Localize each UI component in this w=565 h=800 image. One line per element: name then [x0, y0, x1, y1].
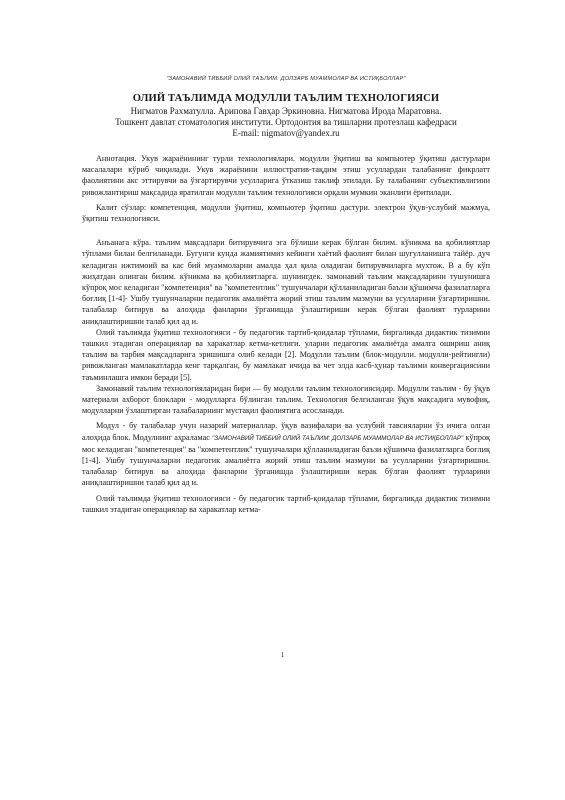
page-number: 1 [280, 651, 285, 659]
body-paragraph-1: Анъанага кўра. таълим мақсадлари битирувчига эга бўлиши керак бўлган билим. кўникма ва қобилиятлар тўплами билан белгиланади. Бугунги кунда жамиятимиз кейинги хаётий фаолият билан шуғулланишга тайёр. дуч келадиган ижтимоий ва кас бий муаммоларни амалда ҳал қила оладиган битирувчиларга мухтож. В а бу кўп жиҳатдан олинган билим. кўникма ва қобилиятларга. шунингдек. замонавий таълим мақсадларини тушунишга кўпроқ мос келадиган "компетенция" ва "компетентлик" тушунчалари қўлланиладиган баъзи қўшимча фазилатларга боғлиқ [1-4]- Ушбу тушунчаларни педагогик амалиётга жорий этиш таълим мазмуни ва усулларини ўзгартиришни. талабалар битирув ва алоҳида фанларни ўрганишда ўзлаштириши керак бўлган фаолият турларини аниқлаштиришни талаб қил ад и. [82, 238, 490, 326]
body-paragraph-4-tail: кўпроқ мос келадиган "компетенция" ва "компетентлик" тушунчалари қўлланиладиган баъзи қўшимча фазилатларга боғлиқ [1-4]. Ушбу тушунчаларни педагогик амалиётга жорий этиш таълим мазмуни ва усулларини ўзгартиришни. талабалар битирув ва алоҳида фанларни ўрганишда ўзлаштириши керак бўлган фаолият турларини аниқлаштиришни талаб қил ад и. [82, 432, 491, 488]
conference-header: "ЗАМОНАВИЙ ТИББИЙ ОЛИЙ ТАЪЛИМ: ДОЛЗАРБ МУАММОЛАР ВА ИСТИҚБОЛЛАР" [166, 76, 406, 82]
paper-page [82, 76, 490, 515]
inline-conference-title: "ЗАМОНАВИЙ ТИББИЙ ОЛИЙ ТАЪЛИМ: ДОЛЗАРБ МУАММОЛАР ВА ИСТИҚБОЛЛАР" [212, 434, 464, 442]
body-paragraph-4-head: Модул - бу талабалар учун назарий материаллар. ўқув вазифалари ва услубий тавсияларни ўз ичига олган алоҳида блок. Модулнинг аҳраламас [82, 421, 490, 442]
authors: Нигматов Рахматулла. Арипова Гавҳар Эркиновна. Нигматова Ирода Маратовна. [130, 106, 442, 116]
body-paragraph-5: Олий таълимда ўқитиш технологияси - бу педагогик тартиб-қоидалар тўплами, биргаликда дидактик тизимни ташкил этадиган операциялар ва харакатлар кетма- [82, 493, 490, 514]
body-paragraph-4 [82, 420, 490, 488]
body-paragraph-3: Замонавий таълим технологияларидан бири — бу модулли таълим технологиясидир. Модулли таълим - бу ўқув материали ахборот блоклари - модулларга бўлинган таълим. Технология белгиланган ўқув мақсадига мувофиқ, модулларни ўзлаштирган талабаларнинг мустақил фаолиятига асосланади. [82, 383, 490, 416]
body-paragraph-2: Олий таълимда ўқитиш технологияси - бу педагогик тартиб-қоидалар тўплами, биргаликда дидактик тизимни ташкил этадиган операциялар ва харакатлар кетма-кетлиги. уларни педагогик амалиётда амалга ошириш аниқ таълим ва тарбия мақсадларига эришишга олиб келади [2]. Модулли таълим (блок-модулли. модулли-рейтингли) ривожланган мамлакатларда кенг тарқалган, бу мамлакат ичида ва чет элда касб-ҳунар таълими конвергациясини таъминлашга имкон беради [5]. [82, 327, 490, 382]
keywords: Калит сўзлар: компетенция, модулли ўқитиш, компьютер ўқитиш дастури. электрон ўқув-услубий мажмуа, ўқитиш технологияси. [82, 202, 490, 224]
abstract: Аннотация. Укув жараёнининг турли технологиялари. модулли ўқитиш ва компьютер ўқитиш дастурлари масалалари кўриб чиқилади. Укув жараёнини иллюстратив-тақдим этиш усуллардан талабанинг фикрлатт фаолиятини акс эттирувчи ва ўзгартирувчи усулларига ўтказиш таклиф этилади. Бу талабанинг субъективлигини ривожлантириш мақсадида яратилган модулли таълим технологияси орқали мумкин эканлиги ёритилади. [82, 154, 490, 197]
email[interactable]: E-mail: nigmatov@yandex.ru [232, 128, 340, 138]
paper-title: ОЛИЙ ТАЪЛИМДА МОДУЛЛИ ТАЪЛИМ ТЕХНОЛОГИЯСИ [132, 93, 440, 104]
affiliation: Тошкент давлат стоматология институти. Ортодонтия ва тишларни протезлаш кафедраси [115, 117, 457, 127]
